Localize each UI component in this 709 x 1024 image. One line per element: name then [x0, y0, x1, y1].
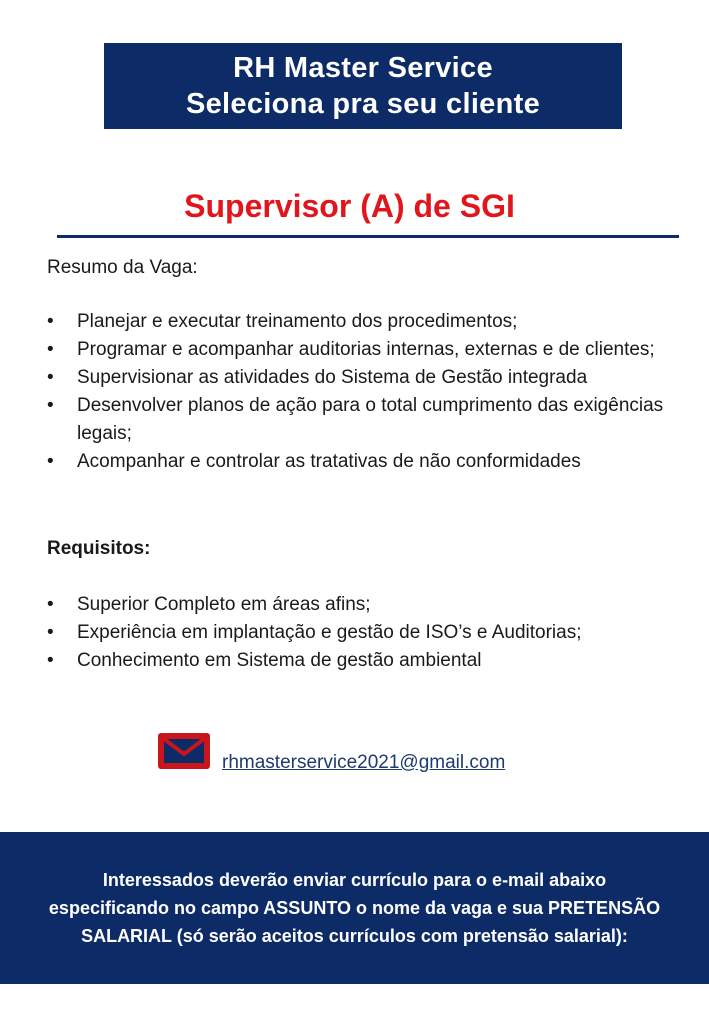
list-item: • Planejar e executar treinamento dos procedimentos; — [47, 308, 687, 336]
email-link[interactable]: rhmasterservice2021@gmail.com — [222, 752, 506, 773]
title-divider — [57, 235, 679, 238]
job-title: Supervisor (A) de SGI — [184, 188, 515, 224]
summary-heading: Resumo da Vaga: — [47, 257, 198, 278]
list-item: • Programar e acompanhar auditorias internas, externas e de clientes; — [47, 336, 687, 364]
envelope-icon — [158, 733, 210, 769]
footer-line-3: SALARIAL (só serão aceitos currículos com pretensão salarial): — [81, 926, 628, 946]
header-banner — [104, 43, 622, 129]
list-item: • Supervisionar as atividades do Sistema de Gestão integrada — [47, 364, 687, 392]
footer-line-2: especificando no campo ASSUNTO o nome da vaga e sua PRETENSÃO — [48, 898, 661, 918]
list-item: • Superior Completo em áreas afins; — [47, 591, 687, 619]
bullet-icon: • — [47, 650, 54, 671]
bullet-icon: • — [47, 395, 54, 416]
requirements-heading: Requisitos: — [47, 538, 151, 559]
bullet-icon: • — [47, 367, 54, 388]
list-item: • Conhecimento em Sistema de gestão ambiental — [47, 647, 687, 675]
bullet-icon: • — [47, 339, 54, 360]
requirements-list — [47, 591, 687, 675]
header-line-1: RH Master Service — [233, 52, 493, 84]
bullet-icon: • — [47, 451, 54, 472]
list-item: • Desenvolver planos de ação para o total cumprimento das exigências legais; — [47, 392, 687, 448]
header-line-2: Seleciona pra seu cliente — [185, 88, 541, 120]
summary-list — [47, 308, 687, 476]
list-item: • Acompanhar e controlar as tratativas de não conformidades — [47, 448, 687, 476]
footer-instructions — [0, 832, 709, 984]
list-item: • Experiência em implantação e gestão de ISO’s e Auditorias; — [47, 619, 687, 647]
bullet-icon: • — [47, 622, 54, 643]
bullet-icon: • — [47, 311, 54, 332]
footer-line-1: Interessados deverão enviar currículo para o e-mail abaixo — [102, 870, 607, 890]
bullet-icon: • — [47, 594, 54, 615]
